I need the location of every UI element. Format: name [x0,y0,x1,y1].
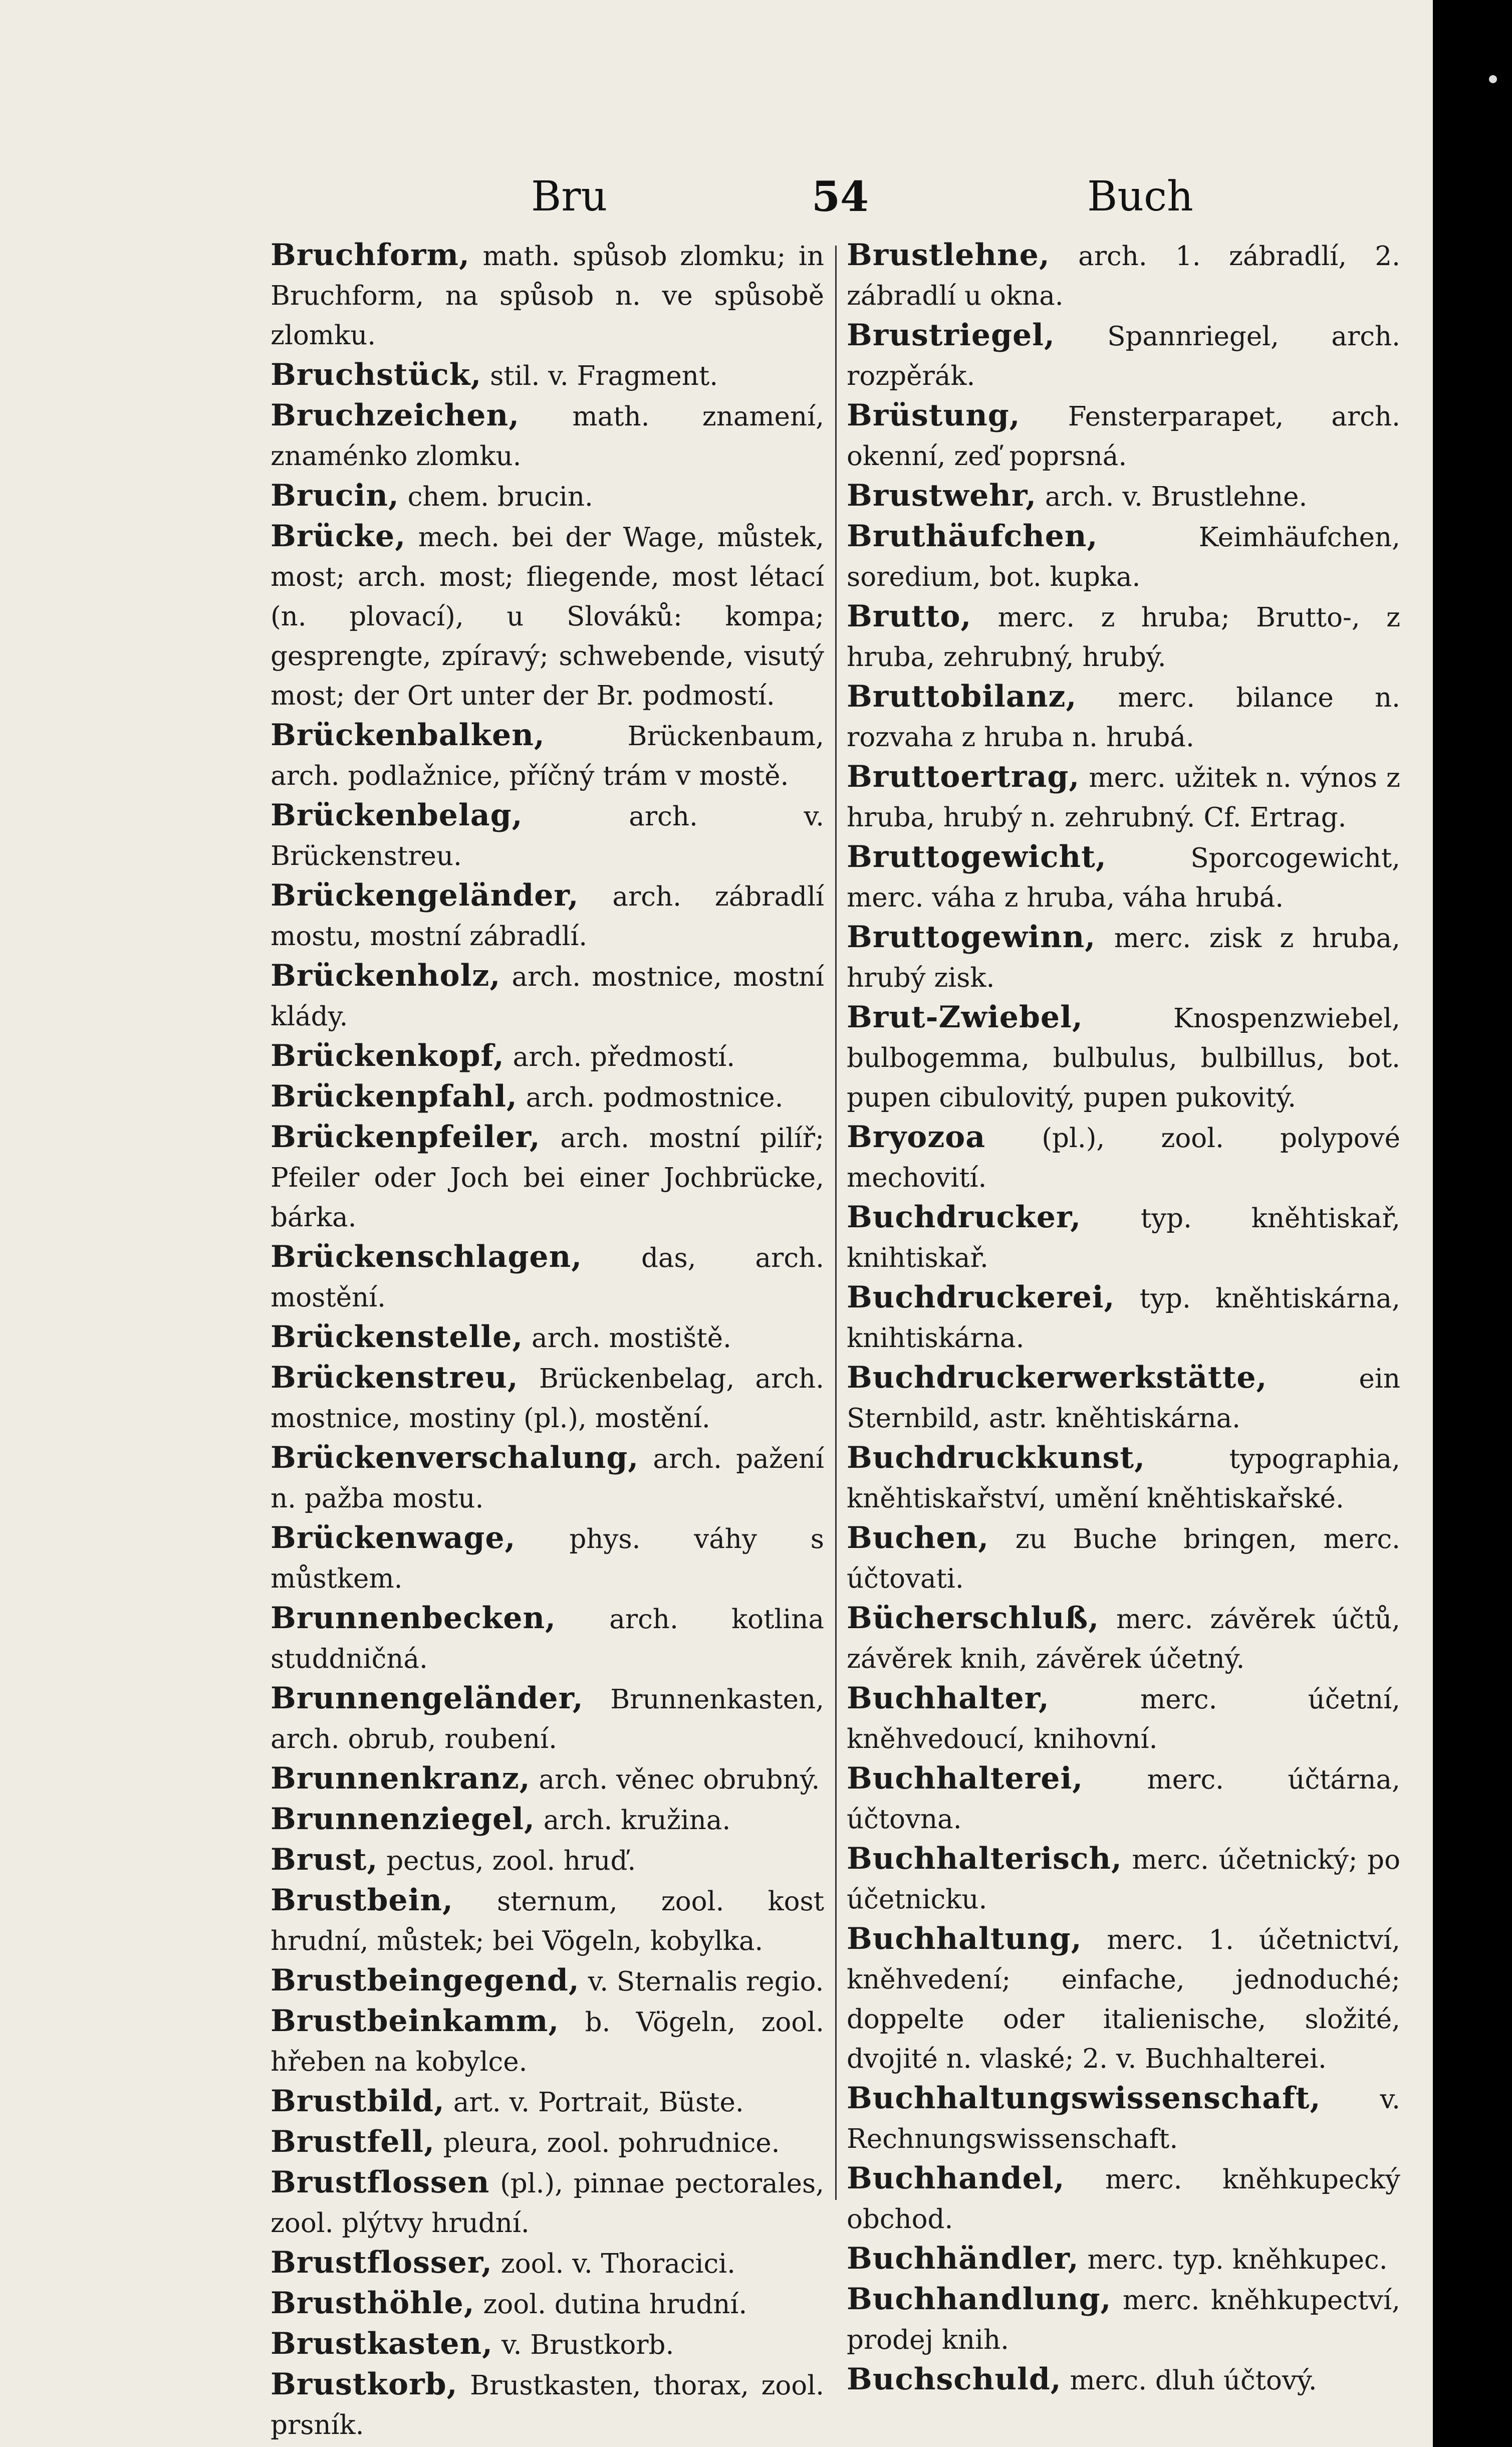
dictionary-entry [847,1599,1400,1679]
entry-headword: Brustlehne, [847,238,1050,273]
entry-definition: v. Sternalis regio. [588,1966,824,1997]
entry-definition: Brunnenkasten, arch. obrub, roubení. [271,1684,824,1754]
entry-definition: merc. kněhkupectví, prodej knih. [847,2285,1400,2355]
entry-headword: Brust, [271,1842,378,1877]
entry-definition: arch. kružina. [543,1805,731,1836]
entry-headword: Brustflossen [271,2165,490,2200]
dictionary-entry [271,2163,824,2243]
dictionary-entry [847,1278,1400,1358]
dictionary-entry [271,716,824,796]
entry-definition: merc. účetnický; po účetnicku. [847,1845,1400,1915]
entry-definition: typ. kněhtiskař, knihtiskař. [847,1203,1400,1273]
entry-definition: (pl.), pinnae pectorales, zool. plýtvy hrudní. [271,2168,824,2239]
entry-headword: Bryozoa [847,1120,986,1155]
dictionary-entry [847,1358,1400,1438]
entry-headword: Brunnenkranz, [271,1761,531,1796]
dictionary-entry [847,998,1400,1118]
dictionary-entry [847,517,1400,597]
entry-definition: v. Brustkorb. [501,2330,674,2360]
running-head-left: Bru [531,173,608,220]
dictionary-entry [847,677,1400,757]
entry-headword: Buchdrucker, [847,1200,1082,1235]
dictionary-entry [847,476,1400,517]
dictionary-entry [271,1759,824,1800]
dictionary-entry [847,837,1400,918]
entry-definition: arch. mostnice, mostní klády. [271,962,824,1032]
entry-headword: Brunnenbecken, [271,1601,556,1636]
dictionary-entry [271,1237,824,1317]
entry-headword: Buchdruckerwerkstätte, [847,1360,1268,1395]
entry-definition: pleura, zool. pohrudnice. [443,2128,780,2158]
dictionary-entry [847,2159,1400,2239]
entry-definition: merc. bilance n. rozvaha z hruba n. hrubá. [847,683,1400,753]
entry-definition: arch. předmostí. [513,1042,735,1072]
right-column [847,236,1400,2397]
entry-definition: merc. dluh účtový. [1070,2365,1317,2396]
entry-headword: Brustflosser, [271,2245,492,2280]
dictionary-entry [271,956,824,1036]
entry-headword: Buchhändler, [847,2241,1079,2276]
entry-definition: zu Buche bringen, merc. účtovati. [847,1524,1400,1594]
entry-headword: Buchhaltungswissenschaft, [847,2081,1321,2116]
entry-definition: merc. typ. kněhkupec. [1087,2245,1388,2275]
dictionary-entry [271,2122,824,2163]
entry-headword: Bruchstück, [271,357,482,392]
dictionary-entry [271,517,824,716]
entry-definition: art. v. Portrait, Büste. [453,2087,744,2118]
entry-definition: arch. 1. zábradlí, 2. zábradlí u okna. [847,241,1400,311]
entry-headword: Buchen, [847,1520,989,1555]
dictionary-entry [271,1800,824,1840]
entry-headword: Brücke, [271,519,406,554]
entry-headword: Brückenverschalung, [271,1440,639,1475]
dictionary-entry [847,918,1400,998]
entry-definition: Brustkasten, thorax, zool. prsník. [271,2370,824,2440]
entry-definition: das, arch. mostění. [271,1243,824,1313]
entry-headword: Brustwehr, [847,478,1037,513]
entry-definition: mech. bei der Wage, můstek, most; arch. most; fliegende, most létací (n. plovací), u Slováků: kompa; gesprengte, zpíravý; schwebende, visutý most; der Ort unter der Br. podmostí. [271,522,824,711]
entry-headword: Brustriegel, [847,318,1055,353]
entry-headword: Brustkorb, [271,2367,458,2402]
entry-headword: Brustbein, [271,1883,453,1918]
entry-headword: Brückengeländer, [271,878,579,913]
dictionary-entry [847,2239,1400,2280]
entry-headword: Brückenpfahl, [271,1079,518,1114]
page-number: 54 [812,173,869,221]
entry-definition: merc. účetní, kněhvedoucí, knihovní. [847,1684,1400,1754]
entry-definition: merc. užitek n. výnos z hruba, hrubý n. zehrubný. Cf. Ertrag. [847,763,1400,833]
entry-headword: Buchhalter, [847,1681,1050,1716]
entry-headword: Bruthäufchen, [847,519,1098,554]
entry-definition: ein Sternbild, astr. kněhtiskárna. [847,1364,1400,1434]
entry-headword: Bücherschluß, [847,1601,1100,1636]
entry-definition: v. Rechnungswissenschaft. [847,2084,1400,2154]
entry-definition: arch. věnec obrubný. [539,1764,820,1795]
dictionary-entry [271,1438,824,1518]
entry-headword: Brückenpfeiler, [271,1120,541,1155]
entry-definition: (pl.), zool. polypové mechovití. [847,1123,1400,1193]
entry-definition: pectus, zool. hruď. [386,1846,636,1876]
entry-definition: Sporcogewicht, merc. váha z hruba, váha hrubá. [847,843,1400,913]
entry-definition: math. spůsob zlomku; in Bruchform, na spůsob n. ve spůsobě zlomku. [271,241,824,351]
entry-definition: arch. v. Brückenstreu. [271,801,824,871]
entry-definition: merc. kněhkupecký obchod. [847,2164,1400,2235]
entry-headword: Brückenkopf, [271,1038,505,1073]
entry-definition: arch. pažení n. pažba mostu. [271,1444,824,1514]
entry-headword: Bruchzeichen, [271,398,520,433]
dictionary-entry [271,2284,824,2324]
entry-headword: Bruttogewinn, [847,920,1096,955]
dictionary-entry [271,796,824,876]
column-divider [835,246,837,2200]
dictionary-entry [847,2079,1400,2159]
entry-headword: Brückenbalken, [271,718,545,753]
entry-headword: Brückenholz, [271,958,501,993]
dictionary-entry [847,757,1400,837]
entry-definition: merc. 1. účetnictví, kněhvedení; einfache, jednoduché; doppelte oder italienische, složité, dvojité n. vlaské; 2. v. Buchhalterei. [847,1925,1400,2074]
dictionary-entry [271,1118,824,1237]
entry-headword: Buchdruckerei, [847,1280,1115,1315]
entry-headword: Buchhaltung, [847,1921,1082,1956]
dictionary-entry [847,396,1400,476]
dictionary-entry [847,1679,1400,1759]
dictionary-entry [271,2243,824,2284]
entry-headword: Brusthöhle, [271,2286,475,2321]
dictionary-entry [271,396,824,476]
entry-definition: Brückenbelag, arch. mostnice, mostiny (pl.), mostění. [271,1364,824,1434]
entry-definition: phys. váhy s můstkem. [271,1524,824,1594]
dictionary-entry [271,1599,824,1679]
dictionary-entry [271,1840,824,1881]
entry-definition: arch. zábradlí mostu, mostní zábradlí. [271,881,824,952]
dictionary-entry [847,1198,1400,1278]
dictionary-entry [271,236,824,355]
dictionary-entry [271,1679,824,1759]
entry-definition: Keimhäufchen, soredium, bot. kupka. [847,522,1400,592]
entry-headword: Brustbeingegend, [271,1963,580,1998]
dictionary-entry [847,1839,1400,1919]
entry-headword: Brustbeinkamm, [271,2004,560,2039]
entry-definition: merc. zisk z hruba, hrubý zisk. [847,923,1400,993]
dictionary-entry [271,1518,824,1599]
entry-definition: merc. závěrek účtů, závěrek knih, závěrek účetný. [847,1604,1400,1674]
dictionary-entry [271,1036,824,1077]
dictionary-entry [271,1961,824,2001]
entry-headword: Brunnenziegel, [271,1802,535,1837]
entry-headword: Brut-Zwiebel, [847,1000,1083,1035]
running-head-right: Buch [1087,173,1193,220]
entry-definition: chem. brucin. [407,482,593,512]
entry-headword: Brustkasten, [271,2326,493,2361]
dictionary-entry [847,1438,1400,1518]
entry-headword: Buchhandlung, [847,2282,1112,2317]
entry-headword: Brückenstreu, [271,1360,519,1395]
entry-headword: Brückenbelag, [271,798,523,833]
entry-headword: Brückenschlagen, [271,1239,583,1274]
entry-definition: arch. mostiště. [532,1323,731,1354]
entry-definition: merc. účtárna, účtovna. [847,1764,1400,1835]
entry-definition: math. znamení, znaménko zlomku. [271,401,824,472]
dictionary-entry [271,2082,824,2122]
entry-headword: Brustbild, [271,2084,445,2119]
dictionary-entry [271,2324,824,2365]
entry-headword: Brustfell, [271,2124,435,2159]
dictionary-entry [271,1317,824,1358]
entry-definition: Fensterparapet, arch. okenní, zeď poprsná. [847,401,1400,472]
dictionary-entry [847,1118,1400,1198]
dictionary-entry [271,476,824,517]
entry-definition: sternum, zool. kost hrudní, můstek; bei Vögeln, kobylka. [271,1886,824,1956]
entry-headword: Brucin, [271,478,399,513]
dictionary-entry [271,2001,824,2082]
entry-headword: Bruttogewicht, [847,839,1107,874]
entry-headword: Buchhalterisch, [847,1841,1122,1876]
dictionary-entry [847,236,1400,316]
entry-definition: typographia, kněhtiskařství, umění kněhtiskařské. [847,1444,1400,1514]
dictionary-entry [847,597,1400,677]
entry-definition: arch. kotlina studdničná. [271,1604,824,1674]
entry-definition: arch. v. Brustlehne. [1045,482,1308,512]
entry-headword: Brüstung, [847,398,1021,433]
entry-headword: Bruttoertrag, [847,759,1080,794]
left-column [271,236,824,2440]
scan-edge [1433,0,1512,2447]
entry-headword: Brutto, [847,599,972,634]
entry-headword: Brückenstelle, [271,1319,524,1355]
dictionary-entry [271,2365,824,2445]
dictionary-entry [271,1077,824,1118]
dictionary-entry [847,2360,1400,2400]
entry-headword: Buchschuld, [847,2362,1062,2397]
entry-definition: merc. z hruba; Brutto-, z hruba, zehrubný, hrubý. [847,602,1400,673]
entry-definition: Knospenzwiebel, bulbogemma, bulbulus, bulbillus, bot. pupen cibulovitý, pupen pukovitý. [847,1003,1400,1113]
entry-definition: stil. v. Fragment. [490,361,718,391]
entry-headword: Buchhandel, [847,2161,1065,2196]
entry-definition: Spannriegel, arch. rozpěrák. [847,321,1400,391]
entry-definition: arch. mostní pilíř; Pfeiler oder Joch bei einer Jochbrücke, bárka. [271,1123,824,1233]
entry-headword: Brunnengeländer, [271,1681,584,1716]
entry-headword: Buchhalterei, [847,1761,1084,1796]
entry-definition: zool. v. Thoracici. [500,2249,735,2279]
dictionary-entry [847,1759,1400,1839]
dictionary-entry [271,1881,824,1961]
entry-definition: b. Vögeln, zool. hřeben na kobylce. [271,2007,824,2077]
entry-headword: Brückenwage, [271,1520,516,1555]
entry-headword: Bruttobilanz, [847,679,1077,714]
dictionary-entry [271,876,824,956]
dictionary-entry [847,1919,1400,2079]
entry-headword: Bruchform, [271,238,470,273]
entry-definition: arch. podmostnice. [526,1082,784,1113]
dictionary-entry [271,1358,824,1438]
entry-definition: zool. dutina hrudní. [483,2289,747,2320]
scan-dot [1489,75,1497,83]
dictionary-entry [847,2280,1400,2360]
entry-definition: Brückenbaum, arch. podlažnice, příčný trám v mostě. [271,721,824,791]
entry-definition: typ. kněhtiskárna, knihtiskárna. [847,1283,1400,1354]
entry-headword: Buchdruckkunst, [847,1440,1145,1475]
dictionary-entry [847,316,1400,396]
dictionary-entry [271,355,824,396]
dictionary-entry [847,1518,1400,1599]
